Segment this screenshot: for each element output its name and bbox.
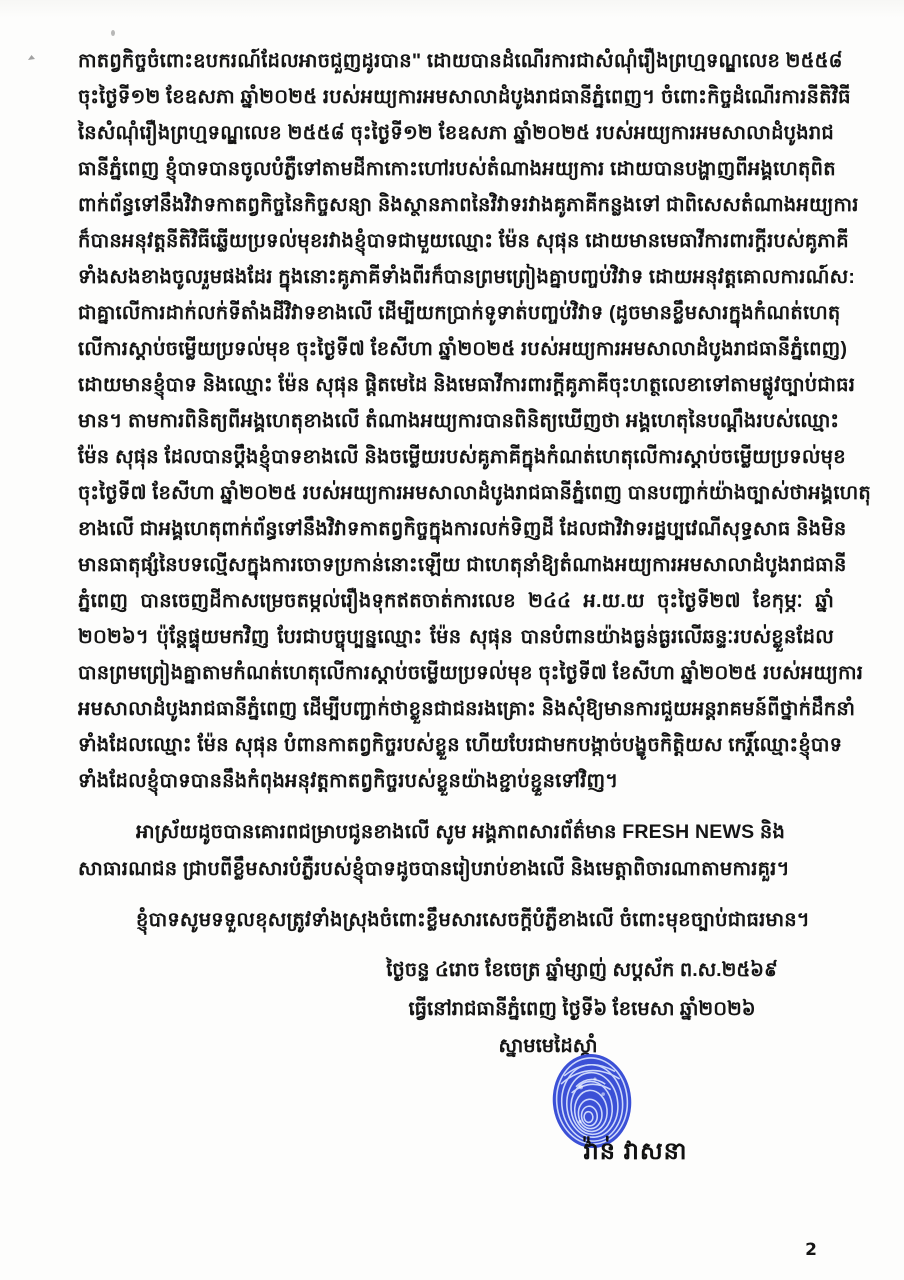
appeal-line1-text: អាស្រ័យដូចបានគោរពជម្រាបជូនខាងលើ សូម xyxy=(136,821,473,843)
appeal-line2-text: ជ្រាបពីខ្លឹមសារបំភ្លឺរបស់ខ្ញុំបាទដូចបានរៀបរាប់ខាងលើ និងមេត្តាពិចារណាតាមការគួរ។ xyxy=(177,858,790,880)
body-text-line: ភ្នំពេញ បានចេញដីកាសម្រេចតម្កល់រឿងទុកឥតចាត់ការលេខ ២៤៤ អ.យ.យ ចុះថ្ងៃទី២៧ ខែកុម្ភៈ ឆ្នាំ xyxy=(78,590,834,612)
responsibility-statement: ខ្ញុំបាទសូមទទួលខុសត្រូវទាំងស្រុងចំពោះខ្លឹមសារសេចក្តីបំភ្លឺខាងលើ ចំពោះមុខច្បាប់ជាធរមាន។ xyxy=(136,909,810,931)
body-text-line: ធានីភ្នំពេញ ខ្ញុំបាទបានចូលបំភ្លឺទៅតាមដីកាកោះហៅរបស់តំណាងអយ្យការ ដោយបានបង្ហាញពីអង្គហេតុពិត xyxy=(78,158,836,180)
body-text-line: ម៉ែន សុផុន ដែលបានប្តឹងខ្ញុំបាទខាងលើ និងចម្លើយរបស់គូភាគីក្នុងកំណត់ហេតុលើការស្តាប់ចម្លើយប្រទល់មុខ xyxy=(78,446,846,468)
thumbprint-label: ស្នាមមេដៃស្តាំ xyxy=(498,1035,598,1057)
scan-artifact-speck xyxy=(28,55,35,60)
body-text-line: ចុះថ្ងៃទី១២ ខែឧសភា ឆ្នាំ២០២៥ របស់អយ្យការអមសាលាដំបូងរាជធានីភ្នំពេញ។ ចំពោះកិច្ចដំណើរការនីតិវិធី xyxy=(78,86,851,108)
body-text-line: ចុះថ្ងៃទី៧ ខែសីហា ឆ្នាំ២០២៥ របស់អយ្យការអមសាលាដំបូងរាជធានីភ្នំពេញ បានបញ្ជាក់យ៉ាងច្បាស់ថាអង្គហេតុ xyxy=(78,482,871,504)
body-text-line: ទាំងដែលឈ្មោះ ម៉ែន សុផុន បំពានកាតព្វកិច្ចរបស់ខ្លួន ហើយបែរជាមកបង្កាច់បង្ខូចកិត្តិយស កេរ្តិ៍ឈ្មោះខ្ញុំបាទ xyxy=(78,734,843,756)
body-text-line: អមសាលាដំបូងរាជធានីភ្នំពេញ ដើម្បីបញ្ជាក់ថាខ្លួនជាជនរងគ្រោះ និងសុំឱ្យមានការជួយអន្តរាគមន៍ពីថ្នាក់ដឹកនាំ xyxy=(78,698,856,720)
body-text-line: កាតព្វកិច្ចចំពោះឧបករណ៍ដែលអាចជួញដូរបាន" ដោយបានដំណើរការជាសំណុំរឿងព្រហ្មទណ្ឌលេខ ២៥៥៨ xyxy=(78,50,843,72)
body-text-line: មានធាតុផ្សំនៃបទល្មើសក្នុងការចោទប្រកាន់នោះឡើយ ជាហេតុនាំឱ្យតំណាងអយ្យការអមសាលាដំបូងរាជធានី xyxy=(78,554,847,576)
body-text-line: ទាំងសងខាងចូលរួមផងដែរ ក្នុងនោះគូភាគីទាំងពីរក៏បានព្រមព្រៀងគ្នាបញ្ចប់វិវាទ ដោយអនុវត្តគោលការណ៍ស: xyxy=(78,266,856,288)
appeal-paragraph xyxy=(78,815,834,889)
signer-name: វ៉ាន់ វាសនា xyxy=(583,1138,688,1165)
body-text-line: ២០២៦។ ប៉ុន្តែផ្ទុយមកវិញ បែរជាបច្ចុប្បន្នឈ្មោះ ម៉ែន សុផុន បានបំពានយ៉ាងធ្ងន់ធ្ងរលើឆន្ទៈរបស់ខ្លួនដែល xyxy=(78,626,834,648)
lunar-date-line: ថ្ងៃចន្ទ ៤រោច ខែចេត្រ ឆ្នាំម្សាញ់ សប្តស័ក ព.ស.២៥៦៩ xyxy=(386,959,778,981)
public-bold-text: សាធារណជន xyxy=(78,858,178,880)
body-text-line: ទាំងដែលខ្ញុំបាទបាននឹងកំពុងអនុវត្តកាតព្វកិច្ចរបស់ខ្លួនយ៉ាងខ្ជាប់ខ្ជួនទៅវិញ។ xyxy=(78,770,619,792)
scan-artifact-speck xyxy=(111,30,115,36)
body-text-line: ក៏បានអនុវត្តនីតិវិធីឆ្លើយប្រទល់មុខរវាងខ្ញុំបាទជាមួយឈ្មោះ ម៉ែន សុផុន ដោយមានមេធាវីការពារក្តីរបស់គូភាគី xyxy=(78,230,849,252)
document-body xyxy=(78,44,871,940)
body-text-line: លើការស្តាប់ចម្លើយប្រទល់មុខ ចុះថ្ងៃទី៧ ខែសីហា ឆ្នាំ២០២៥ របស់អយ្យការអមសាលាដំបូងរាជធានីភ្នំពេញ) xyxy=(78,338,848,360)
body-text-line: ពាក់ព័ន្ធទៅនឹងវិវាទកាតព្វកិច្ចនៃកិច្ចសន្យា និងស្ថានភាពនៃវិវាទរវាងគូភាគីកន្លងទៅ ជាពិសេសតំណាងអយ្យការ xyxy=(78,194,859,216)
media-outlet-bold-text: អង្គភាពសារព័ត៌មាន FRESH NEWS និង xyxy=(472,821,786,843)
body-text-line: ដោយមានខ្ញុំបាទ និងឈ្មោះ ម៉ែន សុផុន ផ្តិតមេដៃ និងមេធាវីការពារក្តីគូភាគីចុះហត្ថលេខាទៅតាមផ្លូវច្បាប់ជាធរ xyxy=(78,374,856,396)
appeal-line-2 xyxy=(78,852,834,889)
appeal-line-1 xyxy=(78,815,834,852)
body-text-line: ជាគ្នាលើការដាក់លក់ទីតាំងដីវិវាទខាងលើ ដើម្បីយកប្រាក់ទូទាត់បញ្ចប់វិវាទ (ដូចមានខ្លឹមសារក្នុងកំណត់ហេតុ xyxy=(78,302,841,324)
body-text-line: នៃសំណុំរឿងព្រហ្មទណ្ឌលេខ ២៥៥៨ ចុះថ្ងៃទី១២ ខែឧសភា ឆ្នាំ២០២៥ របស់អយ្យការអមសាលាដំបូងរាជ xyxy=(78,122,834,144)
body-text-line: មាន។ តាមការពិនិត្យពីអង្គហេតុខាងលើ តំណាងអយ្យការបានពិនិត្យឃើញថា អង្គហេតុនៃបណ្តឹងរបស់ឈ្មោះ xyxy=(78,410,840,432)
place-date-line: ធ្វើនៅរាជធានីភ្នំពេញ ថ្ងៃទី៦ ខែមេសា ឆ្នាំ២០២៦ xyxy=(408,998,756,1020)
body-text-line: បានព្រមព្រៀងគ្នាតាមកំណត់ហេតុលើការស្តាប់ចម្លើយប្រទល់មុខ ចុះថ្ងៃទី៧ ខែសីហា ឆ្នាំ២០២៥ របស់អយ្យការ xyxy=(78,662,864,684)
page-number: 2 xyxy=(805,1240,817,1260)
body-text-line: ខាងលើ ជាអង្គហេតុពាក់ព័ន្ធទៅនឹងវិវាទកាតព្វកិច្ចក្នុងការលក់ទិញដី ដែលជាវិវាទរដ្ឋប្បវេណីសុទ្ធសាធ និងមិន xyxy=(78,518,847,540)
